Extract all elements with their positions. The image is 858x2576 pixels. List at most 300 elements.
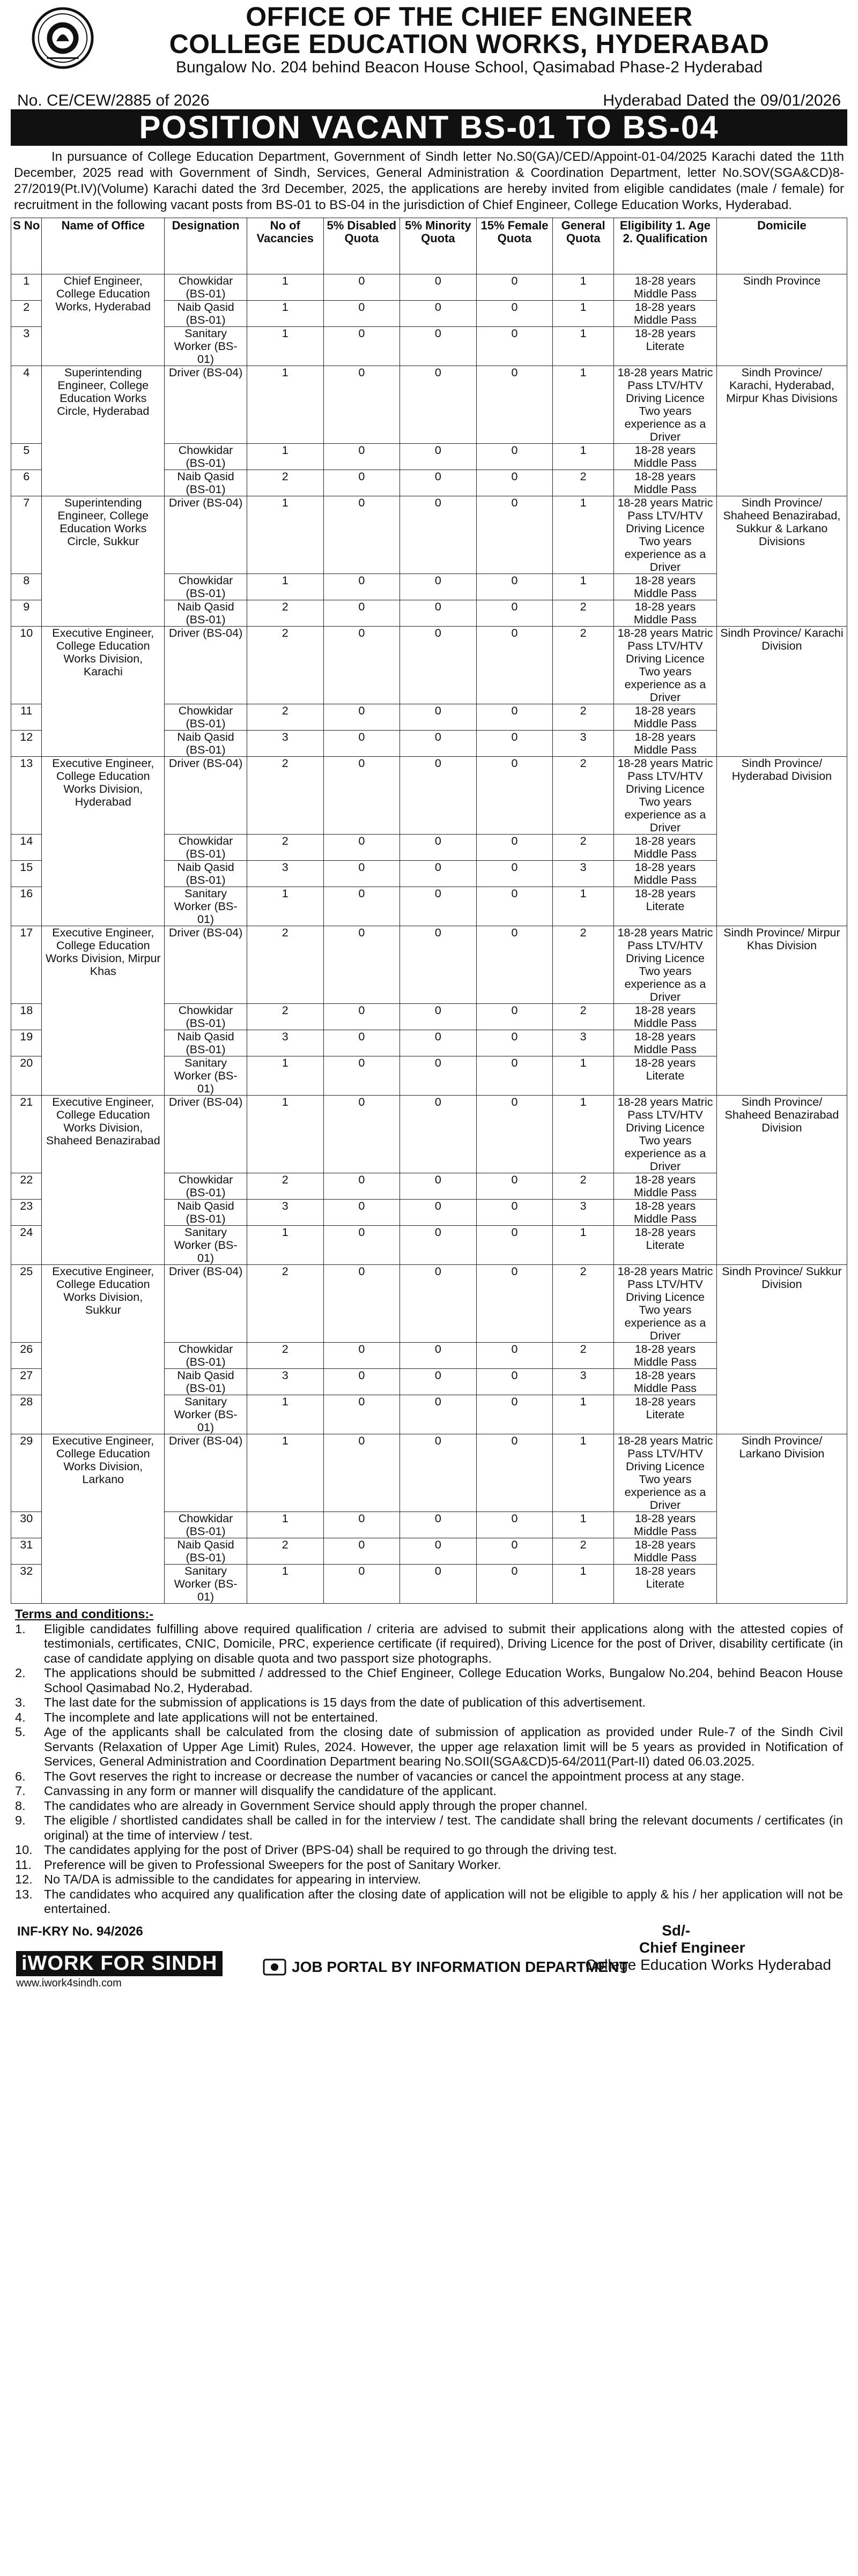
designation-cell: Sanitary Worker (BS-01): [165, 1565, 247, 1604]
general-quota-cell: 1: [553, 366, 614, 444]
disabled-quota-cell: 0: [323, 470, 400, 496]
minority-quota-cell: 0: [400, 274, 477, 301]
vacancies-cell: 1: [247, 1096, 323, 1173]
female-quota-cell: 0: [476, 1538, 553, 1565]
signatory-title: Chief Engineer: [639, 1939, 745, 1956]
minority-quota-cell: 0: [400, 704, 477, 731]
disabled-quota-cell: 0: [323, 861, 400, 887]
term-text: Preference will be given to Professional Sweepers for the post of Sanitary Worker.: [44, 1857, 501, 1872]
minority-quota-cell: 0: [400, 366, 477, 444]
serial-number-cell: 8: [11, 574, 42, 600]
general-quota-cell: 1: [553, 887, 614, 926]
minority-quota-cell: 0: [400, 327, 477, 366]
eligibility-cell: 18-28 years Middle Pass: [614, 731, 717, 757]
disabled-quota-cell: 0: [323, 1056, 400, 1096]
general-quota-cell: 1: [553, 1056, 614, 1096]
vacancies-cell: 3: [247, 1200, 323, 1226]
designation-cell: Driver (BS-04): [165, 757, 247, 835]
vacancies-cell: 2: [247, 704, 323, 731]
serial-number-cell: 18: [11, 1004, 42, 1030]
general-quota-cell: 1: [553, 1512, 614, 1538]
designation-cell: Driver (BS-04): [165, 926, 247, 1004]
table-row: [11, 1434, 847, 1512]
vacancies-cell: 2: [247, 835, 323, 861]
term-item: [15, 1887, 843, 1917]
eligibility-cell: 18-28 years Literate: [614, 1226, 717, 1265]
disabled-quota-cell: 0: [323, 574, 400, 600]
header: [11, 2, 847, 109]
terms-title: Terms and conditions:-: [15, 1607, 154, 1621]
female-quota-cell: 0: [476, 887, 553, 926]
designation-cell: Driver (BS-04): [165, 1434, 247, 1512]
disabled-quota-cell: 0: [323, 926, 400, 1004]
female-quota-cell: 0: [476, 444, 553, 470]
term-item: [15, 1769, 843, 1784]
vacancies-cell: 2: [247, 600, 323, 627]
general-quota-cell: 2: [553, 470, 614, 496]
office-name-cell: Superintending Engineer, College Education Works Circle, Sukkur: [42, 496, 165, 627]
job-portal-text: JOB PORTAL BY INFORMATION DEPARTMENT: [292, 1958, 628, 1975]
vacancies-cell: 1: [247, 1434, 323, 1512]
term-number: 1.: [15, 1621, 26, 1636]
minority-quota-cell: 0: [400, 1538, 477, 1565]
female-quota-cell: 0: [476, 600, 553, 627]
minority-quota-cell: 0: [400, 926, 477, 1004]
term-item: [15, 1695, 843, 1710]
vacancies-cell: 1: [247, 1395, 323, 1434]
female-quota-cell: 0: [476, 1395, 553, 1434]
general-quota-cell: 2: [553, 835, 614, 861]
eligibility-cell: 18-28 years Middle Pass: [614, 1004, 717, 1030]
female-quota-cell: 0: [476, 757, 553, 835]
minority-quota-cell: 0: [400, 1512, 477, 1538]
female-quota-cell: 0: [476, 861, 553, 887]
term-text: Eligible candidates fulfilling above required qualification / criteria are advised to submit their applications along with the attested copies of testimonials, certificates, CNIC, Domicile, PRC, experience certificate (if required), Driving Licence for the post of Driver, disability certificate (in case of candidate applying on disable quota and two passport size photographs.: [44, 1621, 843, 1665]
vacancies-cell: 2: [247, 926, 323, 1004]
disabled-quota-cell: 0: [323, 731, 400, 757]
vacancies-cell: 1: [247, 1056, 323, 1096]
header-disabled-quota: 5% Disabled Quota: [323, 218, 400, 274]
disabled-quota-cell: 0: [323, 704, 400, 731]
term-text: The Govt reserves the right to increase or decrease the number of vacancies or cancel the appointment process at any stage.: [44, 1769, 745, 1783]
term-number: 2.: [15, 1666, 26, 1680]
minority-quota-cell: 0: [400, 1265, 477, 1343]
table-row: [11, 274, 847, 301]
female-quota-cell: 0: [476, 704, 553, 731]
header-sno: S No: [11, 218, 42, 274]
disabled-quota-cell: 0: [323, 1565, 400, 1604]
serial-number-cell: 31: [11, 1538, 42, 1565]
term-text: The incomplete and late applications will not be entertained.: [44, 1710, 379, 1724]
designation-cell: Sanitary Worker (BS-01): [165, 1226, 247, 1265]
eligibility-cell: 18-28 years Middle Pass: [614, 861, 717, 887]
designation-cell: Chowkidar (BS-01): [165, 1343, 247, 1369]
designation-cell: Naib Qasid (BS-01): [165, 861, 247, 887]
disabled-quota-cell: 0: [323, 444, 400, 470]
header-general-quota: General Quota: [553, 218, 614, 274]
eligibility-cell: 18-28 years Matric Pass LTV/HTV Driving Licence Two years experience as a Driver: [614, 1096, 717, 1173]
term-number: 12.: [15, 1872, 33, 1886]
eligibility-cell: 18-28 years Matric Pass LTV/HTV Driving Licence Two years experience as a Driver: [614, 496, 717, 574]
minority-quota-cell: 0: [400, 444, 477, 470]
vacancies-cell: 1: [247, 1226, 323, 1265]
vacancies-cell: 3: [247, 1369, 323, 1395]
serial-number-cell: 24: [11, 1226, 42, 1265]
advertisement-page: [11, 0, 847, 2001]
designation-cell: Naib Qasid (BS-01): [165, 1030, 247, 1056]
term-text: The candidates who are already in Government Service should apply through the proper channel.: [44, 1798, 588, 1813]
header-minority-quota: 5% Minority Quota: [400, 218, 477, 274]
designation-cell: Driver (BS-04): [165, 627, 247, 704]
disabled-quota-cell: 0: [323, 1004, 400, 1030]
general-quota-cell: 3: [553, 861, 614, 887]
general-quota-cell: 2: [553, 1538, 614, 1565]
designation-cell: Naib Qasid (BS-01): [165, 1200, 247, 1226]
term-number: 4.: [15, 1710, 26, 1724]
general-quota-cell: 2: [553, 1004, 614, 1030]
term-item: [15, 1858, 843, 1873]
position-vacant-banner: POSITION VACANT BS-01 TO BS-04: [11, 109, 847, 146]
header-vacancies: No of Vacancies: [247, 218, 323, 274]
eligibility-cell: 18-28 years Middle Pass: [614, 600, 717, 627]
eligibility-cell: 18-28 years Matric Pass LTV/HTV Driving Licence Two years experience as a Driver: [614, 366, 717, 444]
designation-cell: Chowkidar (BS-01): [165, 1004, 247, 1030]
term-number: 9.: [15, 1813, 26, 1827]
designation-cell: Chowkidar (BS-01): [165, 444, 247, 470]
serial-number-cell: 32: [11, 1565, 42, 1604]
general-quota-cell: 1: [553, 301, 614, 327]
minority-quota-cell: 0: [400, 470, 477, 496]
table-row: [11, 1096, 847, 1173]
designation-cell: Driver (BS-04): [165, 1096, 247, 1173]
vacancies-cell: 1: [247, 301, 323, 327]
serial-number-cell: 12: [11, 731, 42, 757]
vacancies-cell: 1: [247, 366, 323, 444]
serial-number-cell: 30: [11, 1512, 42, 1538]
serial-number-cell: 17: [11, 926, 42, 1004]
female-quota-cell: 0: [476, 574, 553, 600]
domicile-cell: Sindh Province/ Sukkur Division: [716, 1265, 847, 1434]
office-name-cell: Superintending Engineer, College Education Works Circle, Hyderabad: [42, 366, 165, 496]
female-quota-cell: 0: [476, 366, 553, 444]
vacancies-cell: 3: [247, 861, 323, 887]
minority-quota-cell: 0: [400, 731, 477, 757]
eligibility-cell: 18-28 years Matric Pass LTV/HTV Driving Licence Two years experience as a Driver: [614, 757, 717, 835]
sindh-govt-emblem-icon: [31, 6, 94, 70]
serial-number-cell: 1: [11, 274, 42, 301]
domicile-cell: Sindh Province/ Karachi Division: [716, 627, 847, 757]
disabled-quota-cell: 0: [323, 757, 400, 835]
female-quota-cell: 0: [476, 1265, 553, 1343]
eligibility-cell: 18-28 years Middle Pass: [614, 444, 717, 470]
term-item: [15, 1872, 843, 1887]
eligibility-cell: 18-28 years Middle Pass: [614, 301, 717, 327]
female-quota-cell: 0: [476, 1200, 553, 1226]
disabled-quota-cell: 0: [323, 1265, 400, 1343]
designation-cell: Sanitary Worker (BS-01): [165, 1056, 247, 1096]
term-item: [15, 1799, 843, 1814]
female-quota-cell: 0: [476, 327, 553, 366]
serial-number-cell: 13: [11, 757, 42, 835]
vacancies-cell: 1: [247, 444, 323, 470]
female-quota-cell: 0: [476, 1030, 553, 1056]
header-office: Name of Office: [42, 218, 165, 274]
office-name-cell: Executive Engineer, College Education Works Division, Shaheed Benazirabad: [42, 1096, 165, 1265]
serial-number-cell: 22: [11, 1173, 42, 1200]
vacancies-cell: 1: [247, 1512, 323, 1538]
designation-cell: Chowkidar (BS-01): [165, 574, 247, 600]
footer: [11, 1921, 847, 2001]
general-quota-cell: 1: [553, 496, 614, 574]
serial-number-cell: 19: [11, 1030, 42, 1056]
vacancies-cell: 2: [247, 1265, 323, 1343]
eligibility-cell: 18-28 years Middle Pass: [614, 1343, 717, 1369]
serial-number-cell: 25: [11, 1265, 42, 1343]
female-quota-cell: 0: [476, 470, 553, 496]
job-portal-label: [263, 1956, 628, 1978]
information-dept-icon: [263, 1956, 286, 1978]
general-quota-cell: 2: [553, 1343, 614, 1369]
table-row: [11, 366, 847, 444]
term-item: [15, 1784, 843, 1799]
office-name-cell: Executive Engineer, College Education Works Division, Hyderabad: [42, 757, 165, 926]
female-quota-cell: 0: [476, 1096, 553, 1173]
header-designation: Designation: [165, 218, 247, 274]
eligibility-cell: 18-28 years Matric Pass LTV/HTV Driving Licence Two years experience as a Driver: [614, 1434, 717, 1512]
org-title: COLLEGE EDUCATION WORKS, HYDERABAD: [169, 29, 770, 59]
eligibility-cell: 18-28 years Literate: [614, 1395, 717, 1434]
term-text: The eligible / shortlisted candidates shall be called in for the interview / test. The candidate shall bring the relevant documents / certificates (in original) at the time of interview / test.: [44, 1813, 843, 1842]
minority-quota-cell: 0: [400, 1343, 477, 1369]
disabled-quota-cell: 0: [323, 366, 400, 444]
vacancy-table-body: [11, 274, 847, 1604]
minority-quota-cell: 0: [400, 627, 477, 704]
eligibility-cell: 18-28 years Middle Pass: [614, 1030, 717, 1056]
female-quota-cell: 0: [476, 926, 553, 1004]
minority-quota-cell: 0: [400, 887, 477, 926]
domicile-cell: Sindh Province/ Mirpur Khas Division: [716, 926, 847, 1096]
vacancies-cell: 2: [247, 627, 323, 704]
iwork-logo: iWORK FOR SINDH: [16, 1951, 223, 1976]
general-quota-cell: 1: [553, 1395, 614, 1434]
female-quota-cell: 0: [476, 1343, 553, 1369]
general-quota-cell: 2: [553, 1173, 614, 1200]
eligibility-cell: 18-28 years Literate: [614, 327, 717, 366]
general-quota-cell: 3: [553, 1200, 614, 1226]
serial-number-cell: 29: [11, 1434, 42, 1512]
domicile-cell: Sindh Province/ Larkano Division: [716, 1434, 847, 1604]
table-row: [11, 1265, 847, 1343]
domicile-cell: Sindh Province/ Shaheed Benazirabad, Sukkur & Larkano Divisions: [716, 496, 847, 627]
disabled-quota-cell: 0: [323, 1200, 400, 1226]
serial-number-cell: 7: [11, 496, 42, 574]
general-quota-cell: 1: [553, 444, 614, 470]
eligibility-cell: 18-28 years Matric Pass LTV/HTV Driving Licence Two years experience as a Driver: [614, 926, 717, 1004]
header-female-quota: 15% Female Quota: [476, 218, 553, 274]
eligibility-cell: 18-28 years Middle Pass: [614, 274, 717, 301]
designation-cell: Sanitary Worker (BS-01): [165, 327, 247, 366]
designation-cell: Driver (BS-04): [165, 1265, 247, 1343]
serial-number-cell: 21: [11, 1096, 42, 1173]
minority-quota-cell: 0: [400, 574, 477, 600]
minority-quota-cell: 0: [400, 1056, 477, 1096]
vacancies-cell: 2: [247, 1173, 323, 1200]
eligibility-cell: 18-28 years Middle Pass: [614, 1512, 717, 1538]
serial-number-cell: 23: [11, 1200, 42, 1226]
table-row: [11, 757, 847, 835]
eligibility-cell: 18-28 years Middle Pass: [614, 470, 717, 496]
minority-quota-cell: 0: [400, 1565, 477, 1604]
serial-number-cell: 11: [11, 704, 42, 731]
eligibility-cell: 18-28 years Middle Pass: [614, 1173, 717, 1200]
office-name-cell: Chief Engineer, College Education Works, Hyderabad: [42, 274, 165, 366]
designation-cell: Chowkidar (BS-01): [165, 1173, 247, 1200]
term-number: 5.: [15, 1725, 26, 1739]
eligibility-cell: 18-28 years Literate: [614, 887, 717, 926]
address: Bungalow No. 204 behind Beacon House School, Qasimabad Phase-2 Hyderabad: [175, 58, 763, 76]
designation-cell: Chowkidar (BS-01): [165, 835, 247, 861]
disabled-quota-cell: 0: [323, 1395, 400, 1434]
serial-number-cell: 6: [11, 470, 42, 496]
designation-cell: Sanitary Worker (BS-01): [165, 887, 247, 926]
minority-quota-cell: 0: [400, 861, 477, 887]
general-quota-cell: 2: [553, 600, 614, 627]
minority-quota-cell: 0: [400, 1369, 477, 1395]
general-quota-cell: 1: [553, 574, 614, 600]
disabled-quota-cell: 0: [323, 1512, 400, 1538]
female-quota-cell: 0: [476, 1056, 553, 1096]
term-item: [15, 1725, 843, 1769]
eligibility-cell: 18-28 years Middle Pass: [614, 1538, 717, 1565]
vacancies-cell: 1: [247, 327, 323, 366]
serial-number-cell: 15: [11, 861, 42, 887]
female-quota-cell: 0: [476, 1173, 553, 1200]
serial-number-cell: 9: [11, 600, 42, 627]
iwork-brand: [16, 1951, 223, 1990]
term-text: The applications should be submitted / addressed to the Chief Engineer, College Education Works, Bungalow No.204, behind Beacon House School Qasimabad No.2, Hyderabad.: [44, 1666, 843, 1695]
term-text: The candidates who acquired any qualification after the closing date of application will not be eligible to apply & his / her application will not be entertained.: [44, 1887, 843, 1916]
term-number: 13.: [15, 1887, 33, 1901]
terms-section: [11, 1604, 847, 1917]
vacancies-cell: 1: [247, 274, 323, 301]
serial-number-cell: 3: [11, 327, 42, 366]
vacancies-cell: 3: [247, 1030, 323, 1056]
term-text: Canvassing in any form or manner will disqualify the candidature of the applicant.: [44, 1784, 497, 1798]
eligibility-cell: 18-28 years Middle Pass: [614, 1369, 717, 1395]
general-quota-cell: 1: [553, 327, 614, 366]
term-number: 7.: [15, 1784, 26, 1798]
domicile-cell: Sindh Province/ Karachi, Hyderabad, Mirpur Khas Divisions: [716, 366, 847, 496]
general-quota-cell: 3: [553, 1369, 614, 1395]
disabled-quota-cell: 0: [323, 600, 400, 627]
disabled-quota-cell: 0: [323, 1226, 400, 1265]
term-text: The candidates applying for the post of Driver (BPS-04) shall be required to go through the driving test.: [44, 1843, 617, 1857]
minority-quota-cell: 0: [400, 1173, 477, 1200]
serial-number-cell: 5: [11, 444, 42, 470]
designation-cell: Chowkidar (BS-01): [165, 704, 247, 731]
vacancies-cell: 2: [247, 757, 323, 835]
term-number: 3.: [15, 1695, 26, 1709]
term-item: [15, 1813, 843, 1843]
table-row: [11, 496, 847, 574]
serial-number-cell: 16: [11, 887, 42, 926]
female-quota-cell: 0: [476, 1369, 553, 1395]
eligibility-cell: 18-28 years Matric Pass LTV/HTV Driving Licence Two years experience as a Driver: [614, 627, 717, 704]
disabled-quota-cell: 0: [323, 1030, 400, 1056]
disabled-quota-cell: 0: [323, 1538, 400, 1565]
minority-quota-cell: 0: [400, 1004, 477, 1030]
domicile-cell: Sindh Province: [716, 274, 847, 366]
designation-cell: Naib Qasid (BS-01): [165, 470, 247, 496]
eligibility-cell: 18-28 years Matric Pass LTV/HTV Driving Licence Two years experience as a Driver: [614, 1265, 717, 1343]
disabled-quota-cell: 0: [323, 301, 400, 327]
vacancies-cell: 2: [247, 1004, 323, 1030]
designation-cell: Naib Qasid (BS-01): [165, 1369, 247, 1395]
female-quota-cell: 0: [476, 731, 553, 757]
term-item: [15, 1843, 843, 1858]
serial-number-cell: 28: [11, 1395, 42, 1434]
eligibility-cell: 18-28 years Literate: [614, 1056, 717, 1096]
terms-list: [15, 1622, 843, 1917]
designation-cell: Naib Qasid (BS-01): [165, 731, 247, 757]
female-quota-cell: 0: [476, 301, 553, 327]
minority-quota-cell: 0: [400, 600, 477, 627]
serial-number-cell: 26: [11, 1343, 42, 1369]
term-number: 6.: [15, 1769, 26, 1783]
disabled-quota-cell: 0: [323, 1173, 400, 1200]
vacancies-cell: 2: [247, 1538, 323, 1565]
serial-number-cell: 2: [11, 301, 42, 327]
general-quota-cell: 1: [553, 1434, 614, 1512]
vacancies-cell: 2: [247, 1343, 323, 1369]
vacancies-cell: 1: [247, 496, 323, 574]
inf-kry-number: INF-KRY No. 94/2026: [17, 1924, 143, 1939]
sd-mark: Sd/-: [662, 1922, 691, 1939]
minority-quota-cell: 0: [400, 1226, 477, 1265]
female-quota-cell: 0: [476, 1434, 553, 1512]
disabled-quota-cell: 0: [323, 1434, 400, 1512]
general-quota-cell: 1: [553, 274, 614, 301]
disabled-quota-cell: 0: [323, 1343, 400, 1369]
female-quota-cell: 0: [476, 1004, 553, 1030]
female-quota-cell: 0: [476, 1512, 553, 1538]
designation-cell: Driver (BS-04): [165, 366, 247, 444]
dated-line: Hyderabad Dated the 09/01/2026: [603, 92, 841, 109]
general-quota-cell: 3: [553, 1030, 614, 1056]
eligibility-cell: 18-28 years Literate: [614, 1565, 717, 1604]
minority-quota-cell: 0: [400, 301, 477, 327]
general-quota-cell: 1: [553, 1565, 614, 1604]
disabled-quota-cell: 0: [323, 496, 400, 574]
signatory-org: College Education Works Hyderabad: [585, 1956, 831, 1973]
designation-cell: Naib Qasid (BS-01): [165, 600, 247, 627]
reference-number: No. CE/CEW/2885 of 2026: [17, 92, 210, 109]
female-quota-cell: 0: [476, 1226, 553, 1265]
general-quota-cell: 2: [553, 757, 614, 835]
signature-block: [585, 1922, 831, 1974]
vacancies-cell: 1: [247, 887, 323, 926]
designation-cell: Naib Qasid (BS-01): [165, 301, 247, 327]
vacancies-cell: 3: [247, 731, 323, 757]
minority-quota-cell: 0: [400, 1434, 477, 1512]
designation-cell: Chowkidar (BS-01): [165, 274, 247, 301]
disabled-quota-cell: 0: [323, 274, 400, 301]
term-item: [15, 1666, 843, 1695]
female-quota-cell: 0: [476, 274, 553, 301]
iwork-url: www.iwork4sindh.com: [16, 1977, 122, 1989]
minority-quota-cell: 0: [400, 835, 477, 861]
header-eligibility: Eligibility 1. Age 2. Qualification: [614, 218, 717, 274]
